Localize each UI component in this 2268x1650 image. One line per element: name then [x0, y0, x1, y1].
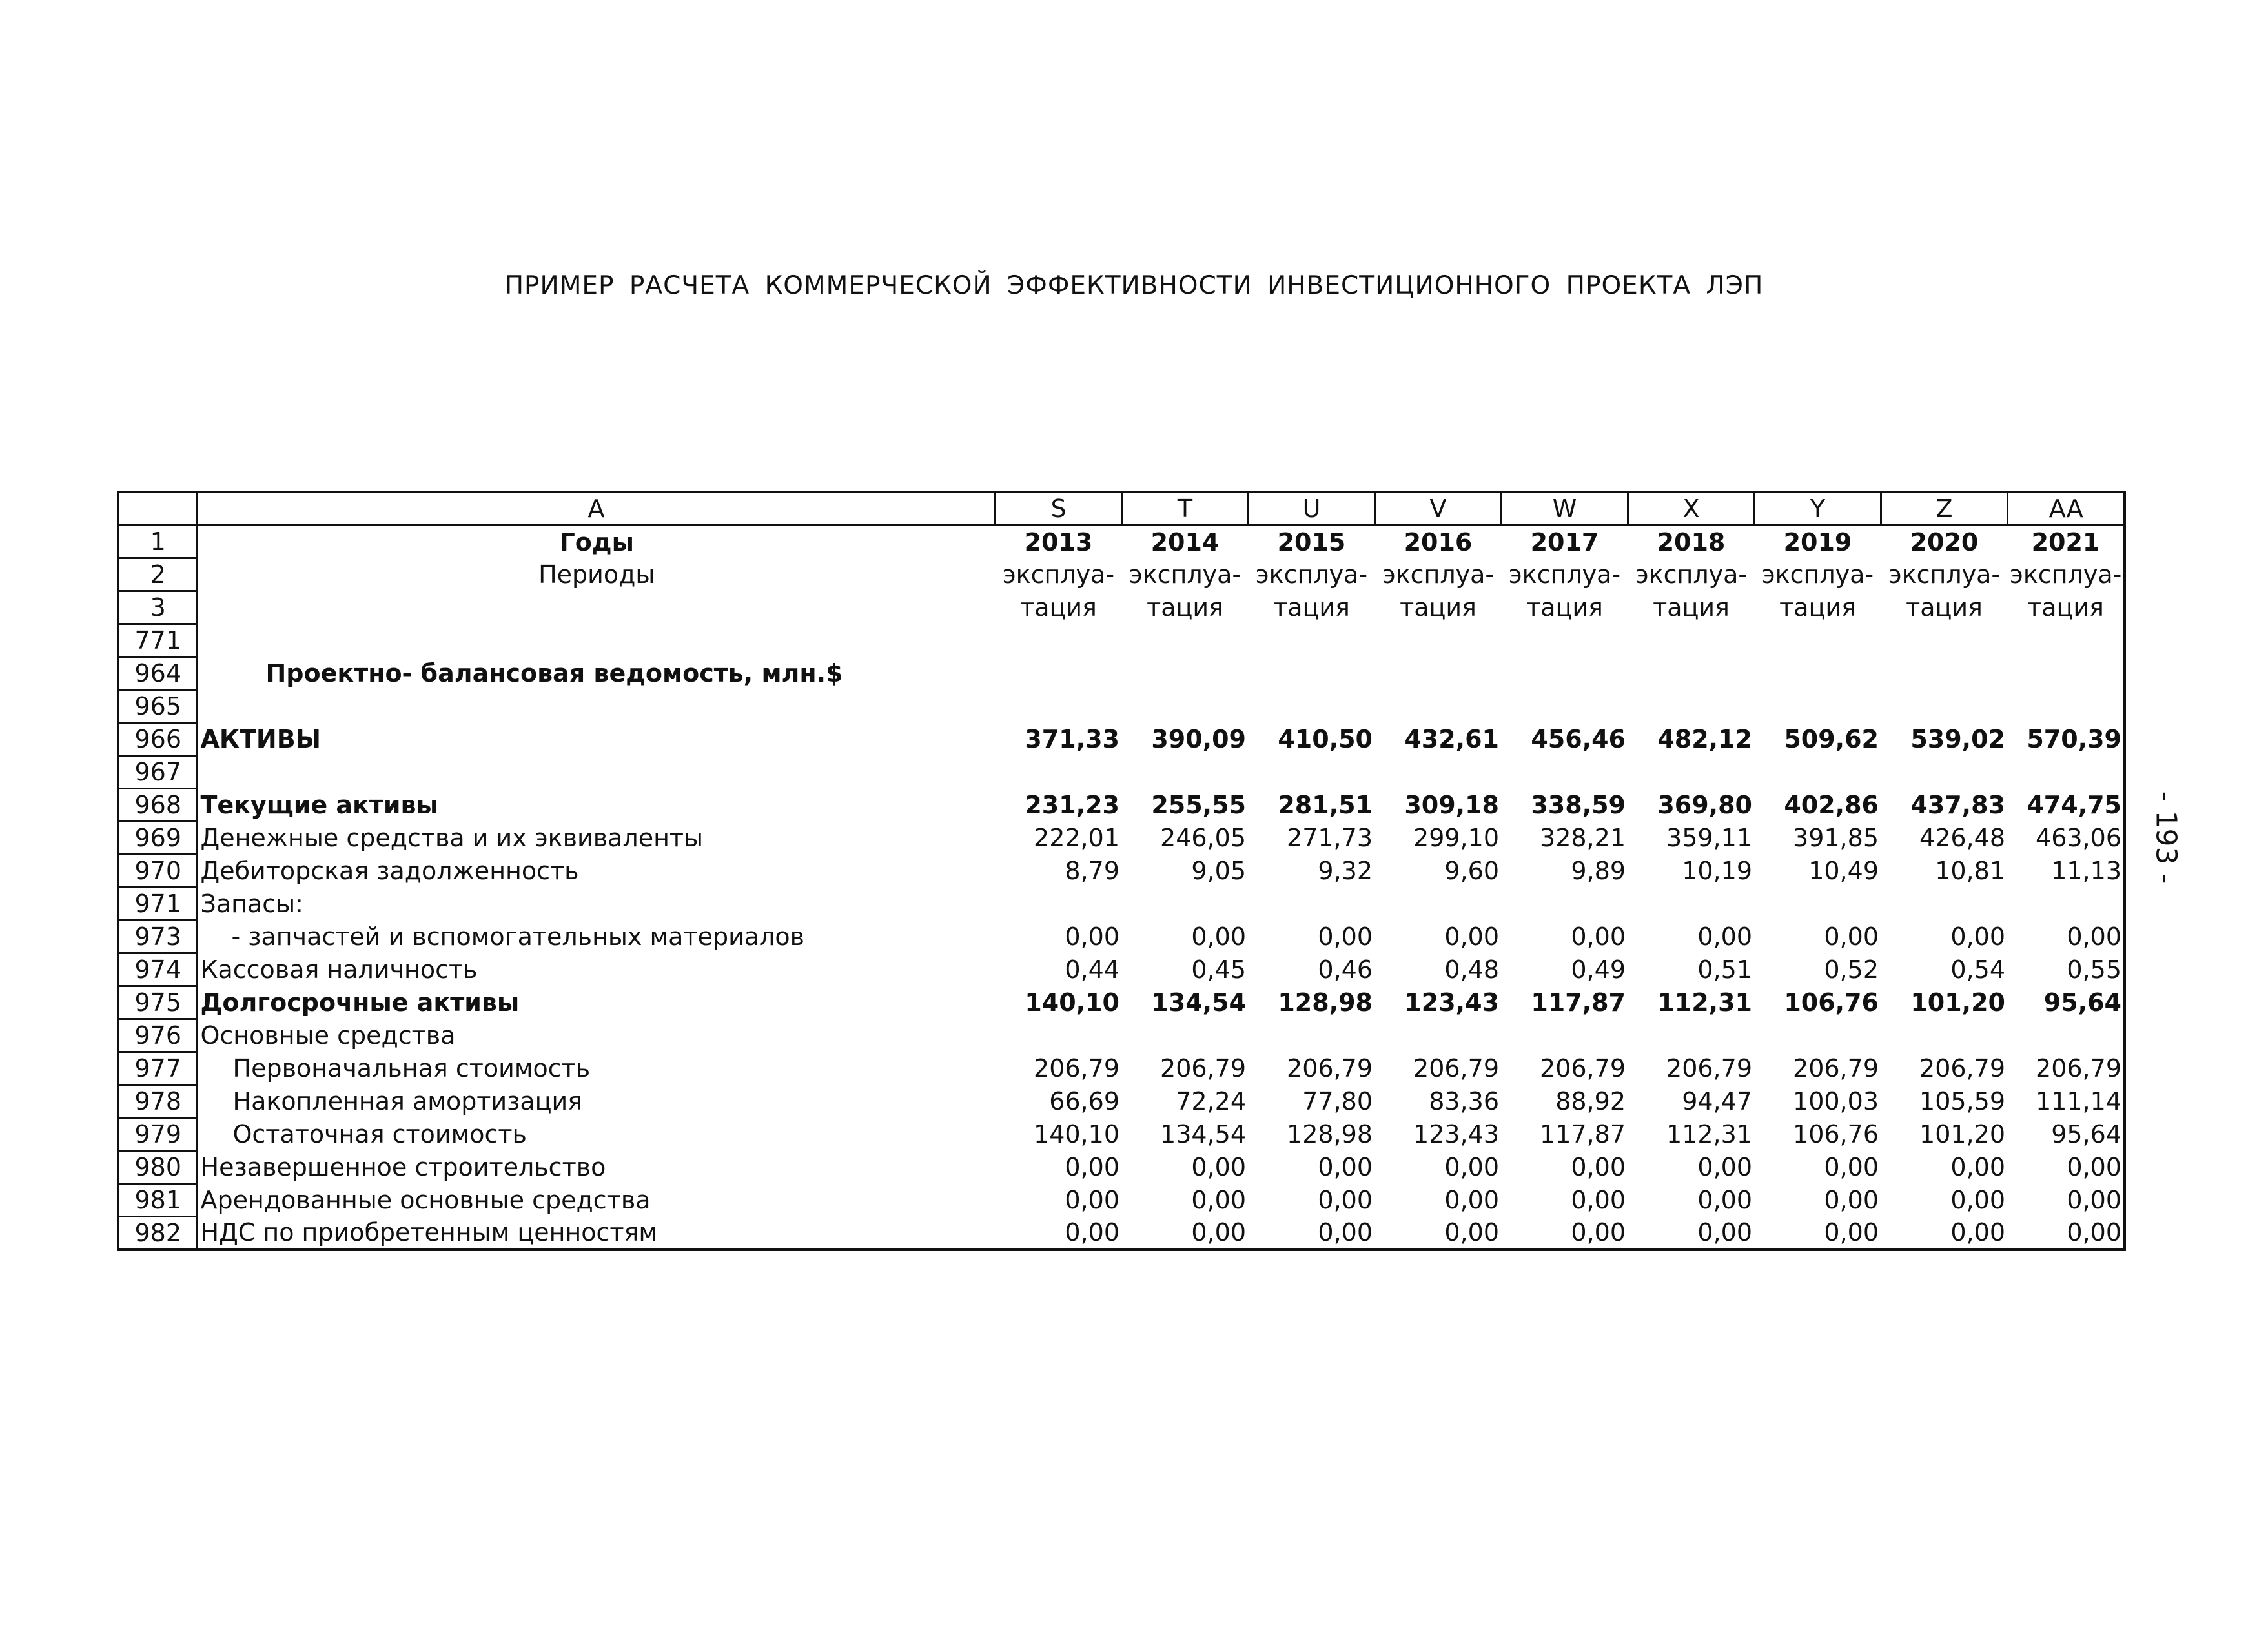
value-cell: 101,20: [1910, 988, 2005, 1017]
value-cell: [1248, 624, 1374, 657]
value-cell: 2019: [1783, 527, 1852, 556]
value-cell: 112,31: [1666, 1120, 1752, 1148]
value-cell: 0,00: [1950, 922, 2005, 951]
value-cell: [995, 888, 1121, 921]
value-cell: 2017: [1530, 527, 1599, 556]
value-cell: 94,47: [1682, 1087, 1752, 1115]
value-cell: 0,00: [1318, 1153, 1373, 1181]
value-cell: 371,33: [1025, 725, 1119, 753]
row-number: 2: [118, 558, 197, 591]
table-row: [118, 855, 2125, 888]
page-number-text: - 193 -: [2149, 791, 2183, 884]
value-cell: [1501, 690, 1628, 723]
value-cell: [1628, 657, 1754, 690]
row-label: - запчастей и вспомогательных материалов: [231, 922, 804, 951]
value-cell: [2007, 1019, 2125, 1052]
row-label: Накопленная амортизация: [232, 1087, 583, 1115]
table-row: [118, 789, 2125, 822]
value-cell: 206,79: [1540, 1054, 1626, 1083]
value-cell: 338,59: [1531, 791, 1626, 819]
value-cell: 570,39: [2007, 723, 2125, 756]
row-label: Периоды: [538, 560, 655, 589]
value-cell: 0,00: [1065, 1186, 1119, 1214]
value-cell: эксплуа-: [1255, 560, 1368, 589]
value-cell: [1248, 657, 1374, 690]
value-cell: 369,80: [1657, 791, 1752, 819]
column-header-X: X: [1628, 492, 1754, 525]
value-cell: эксплуа-: [1129, 560, 1241, 589]
value-cell: [1501, 1019, 1628, 1052]
value-cell: 0,00: [1824, 1186, 1879, 1214]
value-cell: 0,00: [1065, 922, 1119, 951]
row-number: 968: [118, 789, 197, 822]
value-cell: [1881, 657, 2007, 690]
value-cell: 88,92: [1555, 1087, 1626, 1115]
value-cell: 0,00: [1824, 922, 1879, 951]
value-cell: 206,79: [2007, 1052, 2125, 1085]
column-header-A: A: [197, 492, 995, 525]
value-cell: 11,13: [2007, 855, 2125, 888]
value-cell: 206,79: [1160, 1054, 1246, 1083]
value-cell: [1248, 1019, 1374, 1052]
value-cell: 222,01: [1034, 824, 1119, 852]
value-cell: 390,09: [1151, 725, 1246, 753]
value-cell: 9,89: [1571, 857, 1626, 885]
value-cell: [2007, 888, 2125, 921]
value-cell: [1881, 1019, 2007, 1052]
value-cell: 9,32: [1318, 857, 1373, 885]
table-row: [118, 1118, 2125, 1151]
value-cell: [1374, 756, 1501, 789]
value-cell: эксплуа-: [2007, 558, 2125, 591]
value-cell: 128,98: [1287, 1120, 1373, 1148]
value-cell: 0,00: [1697, 922, 1752, 951]
value-cell: [1501, 624, 1628, 657]
value-cell: эксплуа-: [1761, 560, 1874, 589]
value-cell: [1374, 690, 1501, 723]
value-cell: 0,52: [1824, 955, 1879, 984]
value-cell: 0,46: [1318, 955, 1373, 984]
row-label: Дебиторская задолженность: [200, 857, 579, 885]
value-cell: [1248, 888, 1374, 921]
value-cell: эксплуа-: [1002, 560, 1115, 589]
value-cell: 0,44: [1065, 955, 1119, 984]
value-cell: [1248, 756, 1374, 789]
value-cell: 0,00: [1444, 1218, 1499, 1247]
value-cell: [1754, 756, 1881, 789]
value-cell: 140,10: [1034, 1120, 1119, 1148]
value-cell: 106,76: [1793, 1120, 1879, 1148]
value-cell: 2014: [1150, 527, 1220, 556]
value-cell: 437,83: [1910, 791, 2005, 819]
value-cell: эксплуа-: [1888, 560, 2001, 589]
value-cell: [1754, 1019, 1881, 1052]
value-cell: [1121, 624, 1248, 657]
value-cell: 0,00: [1191, 1153, 1246, 1181]
value-cell: 117,87: [1540, 1120, 1626, 1148]
row-number: 980: [118, 1151, 197, 1184]
value-cell: 2013: [1024, 527, 1093, 556]
value-cell: [1374, 624, 1501, 657]
value-cell: тация: [1400, 593, 1476, 622]
table-row: [118, 723, 2125, 756]
value-cell: 0,00: [1444, 922, 1499, 951]
column-header-Y: Y: [1754, 492, 1881, 525]
value-cell: 101,20: [1919, 1120, 2005, 1148]
table-row: [118, 591, 2125, 624]
value-cell: [1121, 756, 1248, 789]
value-cell: [1628, 624, 1754, 657]
value-cell: [2007, 624, 2125, 657]
row-label: [197, 690, 995, 723]
value-cell: 117,87: [1531, 988, 1626, 1017]
value-cell: 66,69: [1049, 1087, 1119, 1115]
row-number: 966: [118, 723, 197, 756]
value-cell: 206,79: [1919, 1054, 2005, 1083]
row-label: Незавершенное строительство: [200, 1153, 606, 1181]
value-cell: 206,79: [1034, 1054, 1119, 1083]
value-cell: 123,43: [1413, 1120, 1499, 1148]
row-label: Годы: [559, 527, 634, 556]
row-number: 981: [118, 1184, 197, 1217]
value-cell: 10,19: [1682, 857, 1752, 885]
value-cell: 0,00: [1318, 1186, 1373, 1214]
value-cell: 509,62: [1784, 725, 1879, 753]
value-cell: 0,00: [1191, 922, 1246, 951]
value-cell: 0,00: [1697, 1218, 1752, 1247]
table-row: [118, 1052, 2125, 1085]
row-label: Основные средства: [200, 1021, 456, 1050]
value-cell: 0,00: [1065, 1153, 1119, 1181]
row-label: Денежные средства и их эквиваленты: [200, 824, 704, 852]
table-row: [118, 690, 2125, 723]
table-row: [118, 624, 2125, 657]
value-cell: 309,18: [1404, 791, 1499, 819]
row-label: [197, 624, 995, 657]
value-cell: 0,00: [1697, 1153, 1752, 1181]
value-cell: 0,00: [1571, 1186, 1626, 1214]
row-number: 964: [118, 657, 197, 690]
value-cell: [1374, 1019, 1501, 1052]
value-cell: 134,54: [1160, 1120, 1246, 1148]
value-cell: 474,75: [2007, 789, 2125, 822]
value-cell: 0,00: [1571, 1218, 1626, 1247]
column-header-V: V: [1374, 492, 1501, 525]
value-cell: [1121, 1019, 1248, 1052]
value-cell: 456,46: [1531, 725, 1626, 753]
table-row: [118, 1085, 2125, 1118]
value-cell: 112,31: [1657, 988, 1752, 1017]
value-cell: 0,45: [1191, 955, 1246, 984]
value-cell: [1881, 888, 2007, 921]
value-cell: 10,81: [1935, 857, 2005, 885]
value-cell: 328,21: [1540, 824, 1626, 852]
column-header-T: T: [1121, 492, 1248, 525]
value-cell: 9,60: [1444, 857, 1499, 885]
value-cell: эксплуа-: [1382, 560, 1495, 589]
value-cell: 402,86: [1784, 791, 1879, 819]
row-label: Арендованные основные средства: [200, 1186, 651, 1214]
value-cell: [1754, 690, 1881, 723]
table-row: [118, 558, 2125, 591]
value-cell: 0,49: [1571, 955, 1626, 984]
value-cell: [1374, 657, 1501, 690]
value-cell: [1628, 756, 1754, 789]
row-label: Запасы:: [200, 890, 303, 918]
value-cell: тация: [1653, 593, 1730, 622]
value-cell: 0,00: [1444, 1186, 1499, 1214]
value-cell: [1881, 690, 2007, 723]
column-header-S: S: [995, 492, 1121, 525]
value-cell: 0,48: [1444, 955, 1499, 984]
column-header-row: [118, 492, 2125, 525]
value-cell: 77,80: [1302, 1087, 1373, 1115]
value-cell: 95,64: [2007, 986, 2125, 1019]
value-cell: 72,24: [1176, 1087, 1246, 1115]
value-cell: [1754, 888, 1881, 921]
row-label: Остаточная стоимость: [232, 1120, 527, 1148]
value-cell: [1121, 657, 1248, 690]
table-row: [118, 525, 2125, 558]
value-cell: 0,00: [1191, 1218, 1246, 1247]
row-label: Текущие активы: [200, 791, 438, 819]
row-number: 975: [118, 986, 197, 1019]
value-cell: [1881, 756, 2007, 789]
value-cell: 2021: [2007, 525, 2125, 558]
column-header-U: U: [1248, 492, 1374, 525]
value-cell: [1121, 690, 1248, 723]
value-cell: 0,00: [1065, 1218, 1119, 1247]
value-cell: [1628, 888, 1754, 921]
value-cell: тация: [1273, 593, 1350, 622]
row-number: 974: [118, 953, 197, 986]
value-cell: [2007, 657, 2125, 690]
corner-cell: [118, 492, 197, 525]
row-number: 967: [118, 756, 197, 789]
value-cell: [2007, 756, 2125, 789]
value-cell: [1501, 756, 1628, 789]
row-label: [197, 756, 995, 789]
row-number: 978: [118, 1085, 197, 1118]
value-cell: тация: [1147, 593, 1223, 622]
value-cell: 9,05: [1191, 857, 1246, 885]
value-cell: 432,61: [1404, 725, 1499, 753]
value-cell: тация: [2007, 591, 2125, 624]
value-cell: 281,51: [1278, 791, 1373, 819]
value-cell: 206,79: [1793, 1054, 1879, 1083]
value-cell: 95,64: [2007, 1118, 2125, 1151]
value-cell: 0,00: [1824, 1153, 1879, 1181]
table-row: [118, 1151, 2125, 1184]
value-cell: 0,00: [1318, 1218, 1373, 1247]
value-cell: 206,79: [1287, 1054, 1373, 1083]
value-cell: тация: [1906, 593, 1983, 622]
value-cell: 0,00: [1444, 1153, 1499, 1181]
table-row: [118, 1184, 2125, 1217]
value-cell: тация: [1526, 593, 1603, 622]
table-row: [118, 921, 2125, 953]
value-cell: [1628, 1019, 1754, 1052]
value-cell: [995, 1019, 1121, 1052]
table-row: [118, 888, 2125, 921]
value-cell: [995, 690, 1121, 723]
value-cell: [995, 756, 1121, 789]
value-cell: [1374, 888, 1501, 921]
value-cell: 299,10: [1413, 824, 1499, 852]
value-cell: 2020: [1910, 527, 1979, 556]
value-cell: 105,59: [1919, 1087, 2005, 1115]
value-cell: 0,00: [1950, 1186, 2005, 1214]
value-cell: 2018: [1657, 527, 1726, 556]
value-cell: 2016: [1404, 527, 1473, 556]
value-cell: 0,00: [1697, 1186, 1752, 1214]
value-cell: 0,55: [2007, 953, 2125, 986]
row-number: 970: [118, 855, 197, 888]
table-row: [118, 756, 2125, 789]
value-cell: 271,73: [1287, 824, 1373, 852]
value-cell: 111,14: [2007, 1085, 2125, 1118]
value-cell: [1501, 657, 1628, 690]
value-cell: [2007, 690, 2125, 723]
value-cell: 0,00: [2007, 921, 2125, 953]
column-header-AA: AA: [2007, 492, 2125, 525]
row-label: АКТИВЫ: [200, 725, 322, 753]
row-label: Проектно- балансовая ведомость, млн.$: [265, 659, 843, 688]
value-cell: 426,48: [1919, 824, 2005, 852]
value-cell: 106,76: [1784, 988, 1879, 1017]
table-row: [118, 953, 2125, 986]
value-cell: эксплуа-: [1635, 560, 1748, 589]
value-cell: 0,51: [1697, 955, 1752, 984]
value-cell: 463,06: [2007, 822, 2125, 855]
row-number: 982: [118, 1217, 197, 1250]
value-cell: 100,03: [1793, 1087, 1879, 1115]
value-cell: 0,00: [2007, 1217, 2125, 1250]
value-cell: 0,00: [1318, 922, 1373, 951]
page-title: ПРИМЕР РАСЧЕТА КОММЕРЧЕСКОЙ ЭФФЕКТИВНОСТИ ИНВЕСТИЦИОННОГО ПРОЕКТА ЛЭП: [504, 271, 1764, 300]
value-cell: [1754, 624, 1881, 657]
value-cell: 0,00: [1950, 1153, 2005, 1181]
value-cell: [1501, 888, 1628, 921]
value-cell: 83,36: [1429, 1087, 1499, 1115]
value-cell: [1754, 657, 1881, 690]
row-number: 969: [118, 822, 197, 855]
table-row: [118, 1019, 2125, 1052]
value-cell: тация: [1020, 593, 1097, 622]
value-cell: 0,00: [1824, 1218, 1879, 1247]
value-cell: [1121, 888, 1248, 921]
row-number: 1: [118, 525, 197, 558]
value-cell: 0,00: [2007, 1184, 2125, 1217]
row-number: 976: [118, 1019, 197, 1052]
row-number: 965: [118, 690, 197, 723]
value-cell: 231,23: [1025, 791, 1119, 819]
value-cell: 128,98: [1278, 988, 1373, 1017]
value-cell: 0,54: [1950, 955, 2005, 984]
value-cell: 539,02: [1910, 725, 2005, 753]
value-cell: 391,85: [1793, 824, 1879, 852]
row-number: 3: [118, 591, 197, 624]
value-cell: тация: [1779, 593, 1856, 622]
row-number: 771: [118, 624, 197, 657]
table-row: [118, 1217, 2125, 1250]
row-number: 979: [118, 1118, 197, 1151]
value-cell: 482,12: [1657, 725, 1752, 753]
value-cell: 8,79: [1065, 857, 1119, 885]
value-cell: 134,54: [1151, 988, 1246, 1017]
table-row: [118, 822, 2125, 855]
value-cell: [995, 657, 1121, 690]
spreadsheet-table: [117, 491, 2126, 1251]
value-cell: 2015: [1277, 527, 1346, 556]
value-cell: 410,50: [1278, 725, 1373, 753]
value-cell: 0,00: [1191, 1186, 1246, 1214]
row-number: 971: [118, 888, 197, 921]
row-number: 977: [118, 1052, 197, 1085]
column-header-W: W: [1501, 492, 1628, 525]
value-cell: [1628, 690, 1754, 723]
table-row: [118, 986, 2125, 1019]
column-header-Z: Z: [1881, 492, 2007, 525]
value-cell: 10,49: [1808, 857, 1879, 885]
row-label: НДС по приобретенным ценностям: [200, 1218, 658, 1247]
row-label: Кассовая наличность: [200, 955, 478, 984]
row-label: Первоначальная стоимость: [232, 1054, 591, 1083]
value-cell: 206,79: [1666, 1054, 1752, 1083]
value-cell: 0,00: [1950, 1218, 2005, 1247]
value-cell: 0,00: [1571, 922, 1626, 951]
value-cell: 255,55: [1151, 791, 1246, 819]
value-cell: 140,10: [1025, 988, 1119, 1017]
table-row: [118, 657, 2125, 690]
value-cell: 0,00: [2007, 1151, 2125, 1184]
value-cell: эксплуа-: [1508, 560, 1621, 589]
value-cell: [995, 624, 1121, 657]
value-cell: [1248, 690, 1374, 723]
row-label: [197, 591, 995, 624]
value-cell: 359,11: [1666, 824, 1752, 852]
value-cell: 206,79: [1413, 1054, 1499, 1083]
value-cell: 123,43: [1404, 988, 1499, 1017]
value-cell: [1881, 624, 2007, 657]
value-cell: 246,05: [1160, 824, 1246, 852]
row-label: Долгосрочные активы: [200, 988, 520, 1017]
row-number: 973: [118, 921, 197, 953]
value-cell: 0,00: [1571, 1153, 1626, 1181]
